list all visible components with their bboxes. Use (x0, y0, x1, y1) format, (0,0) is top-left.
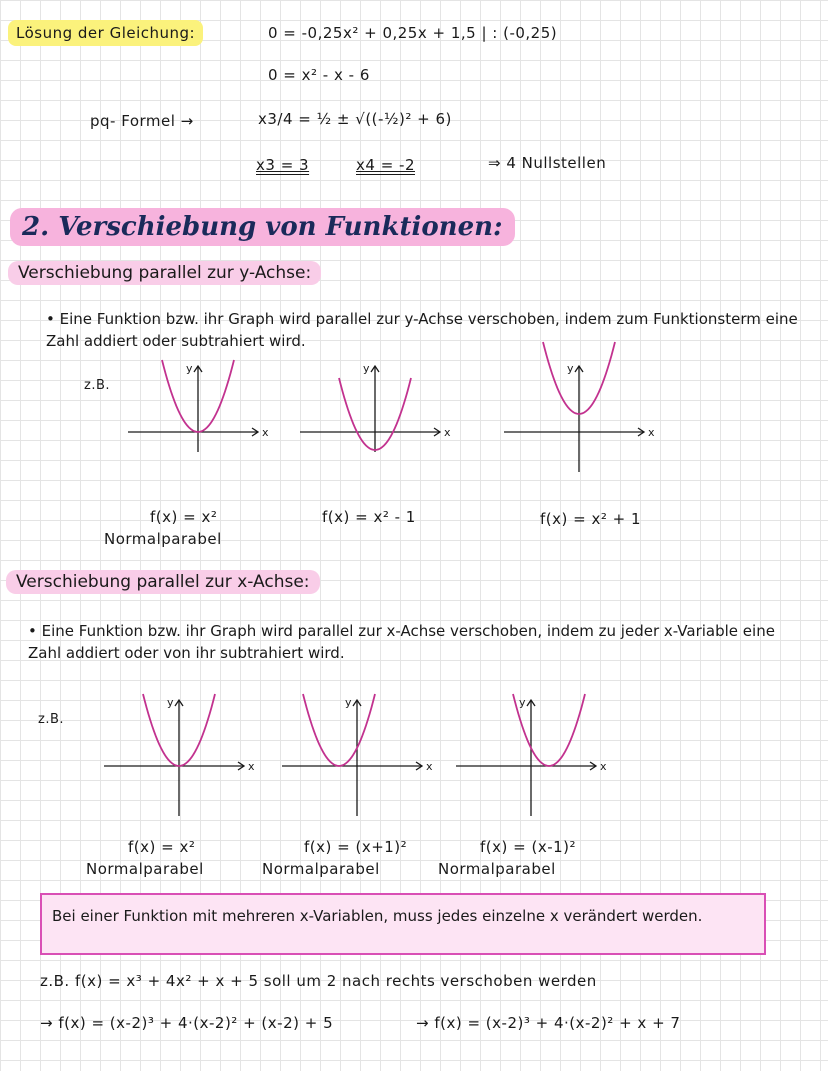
solution-label: Lösung der Gleichung: (8, 20, 203, 46)
x-caption-2: Normalparabel (262, 860, 380, 878)
x-caption-1: Normalparabel (86, 860, 204, 878)
pq-label: pq- Formel → (90, 112, 194, 130)
y-shift-graph-1 (128, 362, 268, 452)
x-shift-text (28, 620, 788, 664)
equation-1: 0 = -0,25x² + 0,25x + 1,5 | : (-0,25) (268, 24, 558, 42)
equation-2: 0 = x² - x - 6 (268, 66, 370, 84)
parabola-curve (303, 694, 375, 766)
y-shift-graph-3 (504, 362, 654, 472)
y-caption-1: Normalparabel (104, 530, 222, 548)
example-line-2a: → f(x) = (x-2)³ + 4·(x-2)² + (x-2) + 5 (40, 1014, 334, 1032)
y-formula-1: f(x) = x² (150, 508, 218, 526)
x-shift-graph-1 (104, 696, 254, 816)
y-axis-label: y (345, 696, 352, 709)
y-axis-label: y (186, 362, 193, 375)
x-axis-label: x (262, 426, 269, 439)
bullet-icon: • (46, 310, 55, 328)
x-shift-heading: Verschiebung parallel zur x-Achse: (6, 570, 320, 594)
x-formula-2: f(x) = (x+1)² (304, 838, 408, 856)
x-axis-label: x (600, 760, 607, 773)
x-axis-label: x (444, 426, 451, 439)
note-box (40, 893, 766, 955)
y-shift-description: Eine Funktion bzw. ihr Graph wird parallel zur y-Achse verschoben, indem zum Funktionsterm eine Zahl addiert oder subtrahiert wird. (46, 310, 798, 350)
x-shift-graph-2 (282, 696, 432, 816)
y-example-label: z.B. (84, 378, 111, 393)
y-shift-graph-2 (300, 362, 450, 452)
result-text: ⇒ 4 Nullstellen (488, 154, 607, 172)
x-shift-description: Eine Funktion bzw. ihr Graph wird parallel zur x-Achse verschoben, indem zu jeder x-Variable eine Zahl addiert oder von ihr subtrahiert wird. (28, 622, 775, 662)
y-axis-label: y (167, 696, 174, 709)
x-example-label: z.B. (38, 712, 65, 727)
y-axis-label: y (567, 362, 574, 375)
x-shift-graph-3 (456, 696, 606, 816)
x-axis-label: x (648, 426, 655, 439)
y-axis-label: y (363, 362, 370, 375)
root-x3: x3 = 3 (256, 156, 310, 174)
pq-formula: x3/4 = ½ ± √((-½)² + 6) (258, 110, 452, 128)
example-line-2b: → f(x) = (x-2)³ + 4·(x-2)² + x + 7 (416, 1014, 681, 1032)
y-formula-2: f(x) = x² - 1 (322, 508, 416, 526)
note-text: Bei einer Funktion mit mehreren x-Variablen, muss jedes einzelne x verändert werden. (52, 907, 703, 925)
x-caption-3: Normalparabel (438, 860, 556, 878)
x-formula-1: f(x) = x² (128, 838, 196, 856)
x-formula-3: f(x) = (x-1)² (480, 838, 577, 856)
bullet-icon: • (28, 622, 37, 640)
section-title: 2. Verschiebung von Funktionen: (10, 208, 515, 246)
x-axis-label: x (426, 760, 433, 773)
y-shift-text (46, 308, 816, 352)
x-axis-label: x (248, 760, 255, 773)
y-axis-label: y (519, 696, 526, 709)
y-shift-heading: Verschiebung parallel zur y-Achse: (8, 261, 321, 285)
y-formula-3: f(x) = x² + 1 (540, 510, 642, 528)
example-line-1: z.B. f(x) = x³ + 4x² + x + 5 soll um 2 nach rechts verschoben werden (40, 972, 597, 990)
root-x4: x4 = -2 (356, 156, 415, 174)
